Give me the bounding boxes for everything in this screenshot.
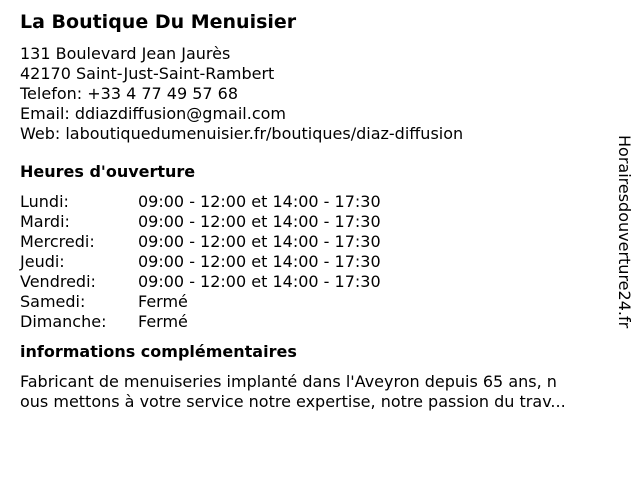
email-address: Email: ddiazdiffusion@gmail.com [20,104,286,123]
day-label: Jeudi: [20,252,65,271]
day-label: Vendredi: [20,272,96,291]
time-value: 09:00 - 12:00 et 14:00 - 17:30 [138,252,381,271]
hours-row-saturday [20,292,610,312]
watermark-text: Horairesdouverture24.fr [615,135,634,329]
description-line: Fabricant de menuiseries implanté dans l'Aveyron depuis 65 ans, n [20,372,557,391]
business-name: La Boutique Du Menuisier [20,11,297,33]
time-value: Fermé [138,312,188,331]
hours-row-friday [20,272,610,292]
day-label: Samedi: [20,292,86,311]
street-address: 131 Boulevard Jean Jaurès [20,44,231,63]
opening-hours-heading: Heures d'ouverture [20,162,196,181]
description-line: ous mettons à votre service notre expertise, notre passion du trav... [20,392,566,411]
time-value: 09:00 - 12:00 et 14:00 - 17:30 [138,232,381,251]
phone-number: Telefon: +33 4 77 49 57 68 [20,84,239,103]
hours-row-thursday [20,252,610,272]
day-label: Dimanche: [20,312,107,331]
website: Web: laboutiquedumenuisier.fr/boutiques/diaz-diffusion [20,124,464,143]
opening-hours-table [20,192,610,332]
hours-row-tuesday [20,212,610,232]
postal-city: 42170 Saint-Just-Saint-Rambert [20,64,275,83]
business-card [20,10,610,412]
day-label: Lundi: [20,192,69,211]
additional-info-heading: informations complémentaires [20,342,297,361]
day-label: Mardi: [20,212,70,231]
day-label: Mercredi: [20,232,95,251]
time-value: 09:00 - 12:00 et 14:00 - 17:30 [138,212,381,231]
business-description [20,372,610,412]
time-value: 09:00 - 12:00 et 14:00 - 17:30 [138,272,381,291]
hours-row-wednesday [20,232,610,252]
time-value: 09:00 - 12:00 et 14:00 - 17:30 [138,192,381,211]
time-value: Fermé [138,292,188,311]
site-watermark [612,135,636,375]
hours-row-monday [20,192,610,212]
hours-row-sunday [20,312,610,332]
address-block [20,44,610,144]
